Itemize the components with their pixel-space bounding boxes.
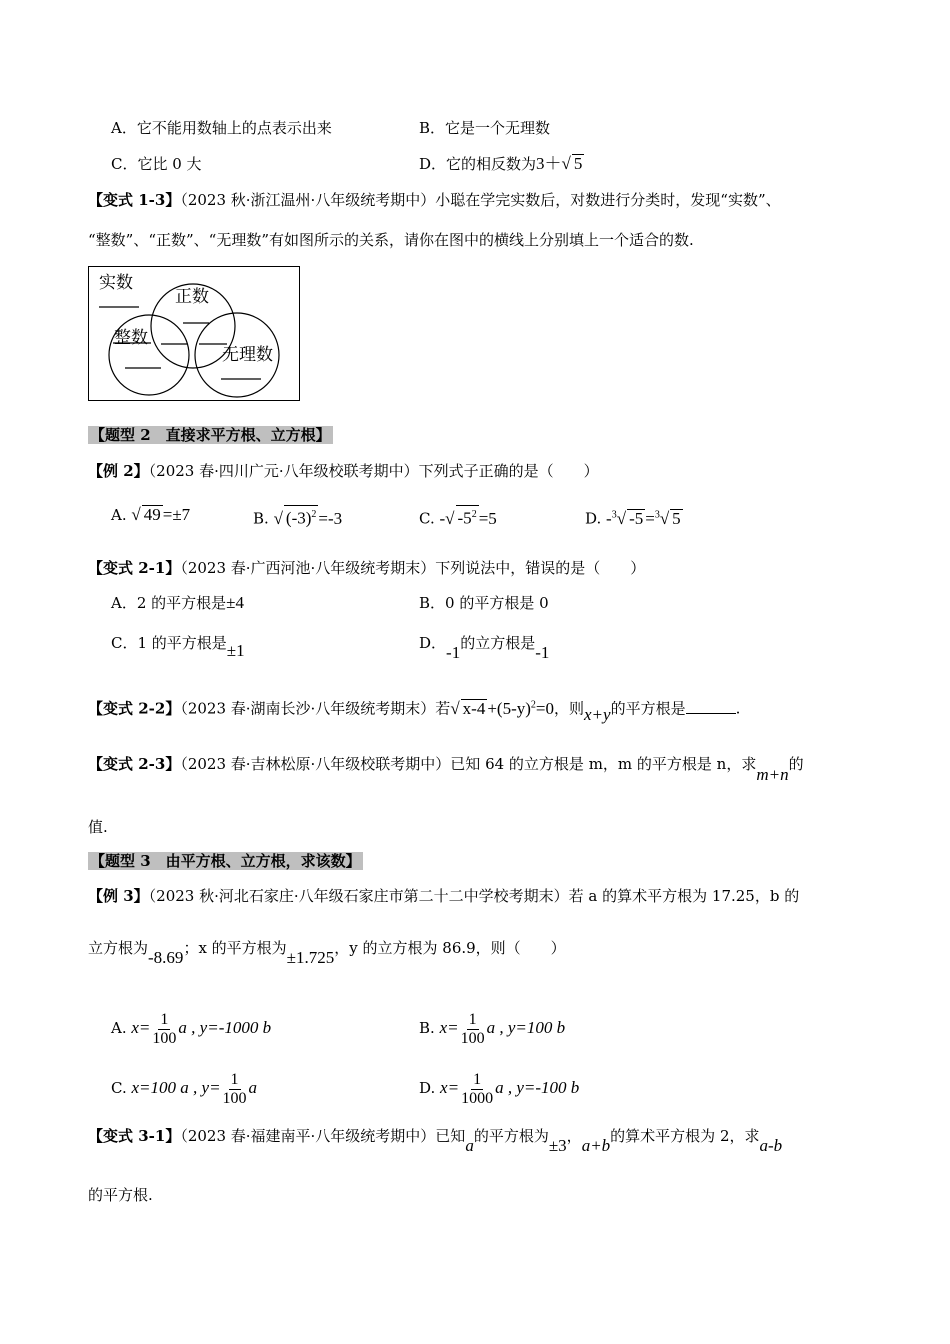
option-a: A．它不能用数轴上的点表示出来 [111, 119, 332, 137]
numerator: 1 [468, 1010, 477, 1028]
text: 立方根为 [88, 939, 149, 957]
example-2 [88, 461, 599, 481]
example-3-line1 [88, 886, 799, 906]
variant-text: （2023 春·福建南平·八年级统考期中）已知 [180, 1127, 466, 1145]
denominator: 100 [152, 1029, 177, 1047]
root-index: 3 [611, 509, 617, 520]
math: -8.69 [148, 948, 184, 967]
rhs: =±7 [162, 505, 191, 524]
m-plus-n: m+n [756, 765, 789, 784]
text: ，y 的立方根为 86.9，则（ ） [334, 939, 566, 957]
radicand [284, 505, 318, 528]
text: ， [566, 1127, 582, 1145]
text: ；x 的平方根为 [183, 939, 287, 957]
variant-1-3-line2: “整数”、“正数”、“无理数”有如图所示的关系，请你在图中的横线上分别填上一个适合的数. [88, 231, 694, 249]
radicand: -5 [629, 508, 644, 528]
radicand: 5 [573, 154, 583, 173]
option-d-text: D．它的相反数为 [419, 155, 537, 173]
v2-1-option-a [111, 593, 244, 613]
text: A．2 的平方根是 [111, 594, 227, 612]
variant-tag: 【变式 1-3】 [88, 191, 181, 209]
label: B. [419, 1019, 435, 1037]
example-tag: 【例 3】 [88, 887, 149, 905]
fraction [461, 1071, 493, 1108]
fraction [461, 1011, 485, 1048]
variant-tag: 【变式 2-3】 [88, 755, 181, 773]
variant-2-2 [88, 695, 741, 724]
option-d-math: 3＋ [536, 154, 562, 173]
variant-2-3-line2: 值. [88, 818, 108, 836]
variant-tag: 【变式 2-2】 [88, 699, 181, 718]
radicand: 49 [143, 505, 161, 524]
variant-2-3 [88, 754, 804, 784]
radicand [456, 505, 479, 528]
variant-2-1 [88, 558, 645, 578]
ex3-option-c [111, 1068, 257, 1108]
text: 的立方根是 [460, 634, 536, 652]
math: ±1 [226, 641, 245, 660]
fraction [152, 1011, 176, 1048]
section-title: 【题型 2 直接求平方根、立方根】 [90, 426, 331, 444]
exponent: 2 [471, 509, 477, 520]
x-eq: x= [131, 1018, 151, 1037]
exponent: 2 [530, 699, 536, 710]
v2-1-option-c [111, 633, 245, 660]
label: D. [585, 509, 602, 528]
label-positive: 正数 [175, 287, 209, 307]
section-2-header [88, 425, 333, 445]
label: D. [419, 1079, 436, 1097]
rest: a [248, 1078, 258, 1097]
text: 的 [788, 755, 804, 773]
rest: a , y=-100 b [495, 1078, 580, 1097]
label: B. [253, 509, 269, 528]
section-3-header [88, 851, 363, 871]
v2-1-option-b: B．0 的平方根是 0 [419, 594, 549, 612]
example-3-line2 [88, 938, 566, 967]
pm3: ±3 [548, 1136, 567, 1155]
variant-tag: 【变式 3-1】 [88, 1127, 181, 1145]
ex2-option-a [111, 505, 190, 525]
label: A. [111, 506, 127, 524]
fraction [223, 1071, 247, 1108]
radicand-text: (-3) [285, 508, 312, 528]
math: ±1.725 [286, 948, 335, 967]
minus: - [606, 508, 612, 528]
a-minus-b: a-b [759, 1136, 783, 1155]
label: A. [111, 1019, 127, 1037]
variant-text: （2023 春·广西河池·八年级统考期末）下列说法中，错误的是（ ） [180, 559, 646, 577]
variant-text: （2023 春·湖南长沙·八年级统考期末）若 [180, 699, 451, 718]
denominator: 100 [222, 1089, 247, 1107]
example-tag: 【例 2】 [88, 462, 149, 480]
option-c: C．它比 0 大 [111, 155, 202, 173]
label: C. [111, 1079, 127, 1097]
text: 的平方根为 [473, 1127, 549, 1145]
radicand-text: -5 [457, 508, 472, 528]
ex3-option-b [419, 1008, 565, 1048]
answer-blank[interactable] [686, 713, 736, 714]
equals: =0 [535, 698, 554, 718]
cube-root: √ 5 [561, 154, 583, 173]
x-eq: x=100 a , y= [131, 1078, 221, 1097]
example-text: （2023 春·四川广元·八年级校联考期中）下列式子正确的是（ ） [148, 462, 599, 480]
label-irrational: 无理数 [222, 345, 273, 365]
term: +(5-y) [487, 698, 531, 718]
v2-1-option-d [419, 633, 550, 662]
math: -1 [535, 643, 550, 662]
option-b: B．它是一个无理数 [419, 119, 551, 137]
a-plus-b: a+b [581, 1136, 611, 1155]
variant-1-3-line1 [88, 190, 781, 210]
rhs: =-3 [318, 508, 343, 528]
tail: 的平方根是 [610, 699, 686, 718]
denominator: 1000 [461, 1089, 494, 1107]
variant-3-1-line2: 的平方根. [88, 1186, 153, 1204]
x-eq: x= [439, 1018, 459, 1037]
exponent: 2 [311, 509, 317, 520]
ex2-option-c [419, 505, 497, 529]
variant-3-1 [88, 1126, 783, 1155]
radicand: x-4 [462, 698, 486, 718]
then: ，则 [554, 699, 585, 718]
ex3-option-a [111, 1008, 271, 1048]
text: C．1 的平方根是 [111, 634, 227, 652]
section-title: 【题型 3 由平方根、立方根，求该数】 [90, 852, 361, 870]
period: . [735, 699, 741, 718]
x-eq: x= [440, 1078, 460, 1097]
option-d [419, 154, 584, 174]
numerator: 1 [473, 1070, 482, 1088]
equals: = [645, 508, 655, 528]
root-index: 3 [654, 509, 660, 520]
math: -$^3$√ -5 =$^3$√ 5 [606, 508, 681, 528]
text: 的算术平方根为 2，求 [610, 1127, 760, 1145]
rhs: =5 [478, 508, 497, 528]
variant-text: （2023 春·吉林松原·八年级校联考期中）已知 64 的立方根是 m，m 的平方根是 n，求 [180, 755, 757, 773]
math: -1 [446, 643, 461, 662]
variant-tag: 【变式 2-1】 [88, 559, 181, 577]
math: ±4 [226, 593, 244, 612]
variant-text: （2023 秋·浙江温州·八年级统考期中）小聪在学完实数后，对数进行分类时，发现“实数”、 [180, 191, 781, 209]
example-text: （2023 秋·河北石家庄·八年级石家庄市第二十二中学校考期末）若 a 的算术平方根为 17.25，b 的 [148, 887, 800, 905]
label: C. [419, 509, 435, 528]
var-a: a [465, 1136, 474, 1155]
numerator: 1 [230, 1070, 239, 1088]
ex2-option-b [253, 505, 342, 529]
radicand: 5 [672, 508, 681, 528]
minus: - [439, 508, 446, 528]
math: √ $(-3)^2 =-3$ [274, 509, 343, 528]
venn-diagram [88, 266, 300, 401]
rest: a , y=-1000 b [178, 1018, 272, 1037]
math: √ 49 =±7 [131, 505, 191, 524]
ex3-option-d [419, 1068, 579, 1108]
numerator: 1 [160, 1010, 169, 1028]
label-integer: 整数 [114, 328, 148, 348]
ex2-option-d [585, 505, 683, 529]
label: D． [419, 634, 447, 652]
denominator: 100 [460, 1029, 485, 1047]
math: -√ $-5^2 =5$ [440, 509, 497, 528]
rest: a , y=100 b [486, 1018, 566, 1037]
x-plus-y: x+y [584, 704, 611, 724]
equation: √ $x-4 +(5-y)^2=0$ [450, 698, 554, 718]
label-real: 实数 [99, 273, 133, 293]
